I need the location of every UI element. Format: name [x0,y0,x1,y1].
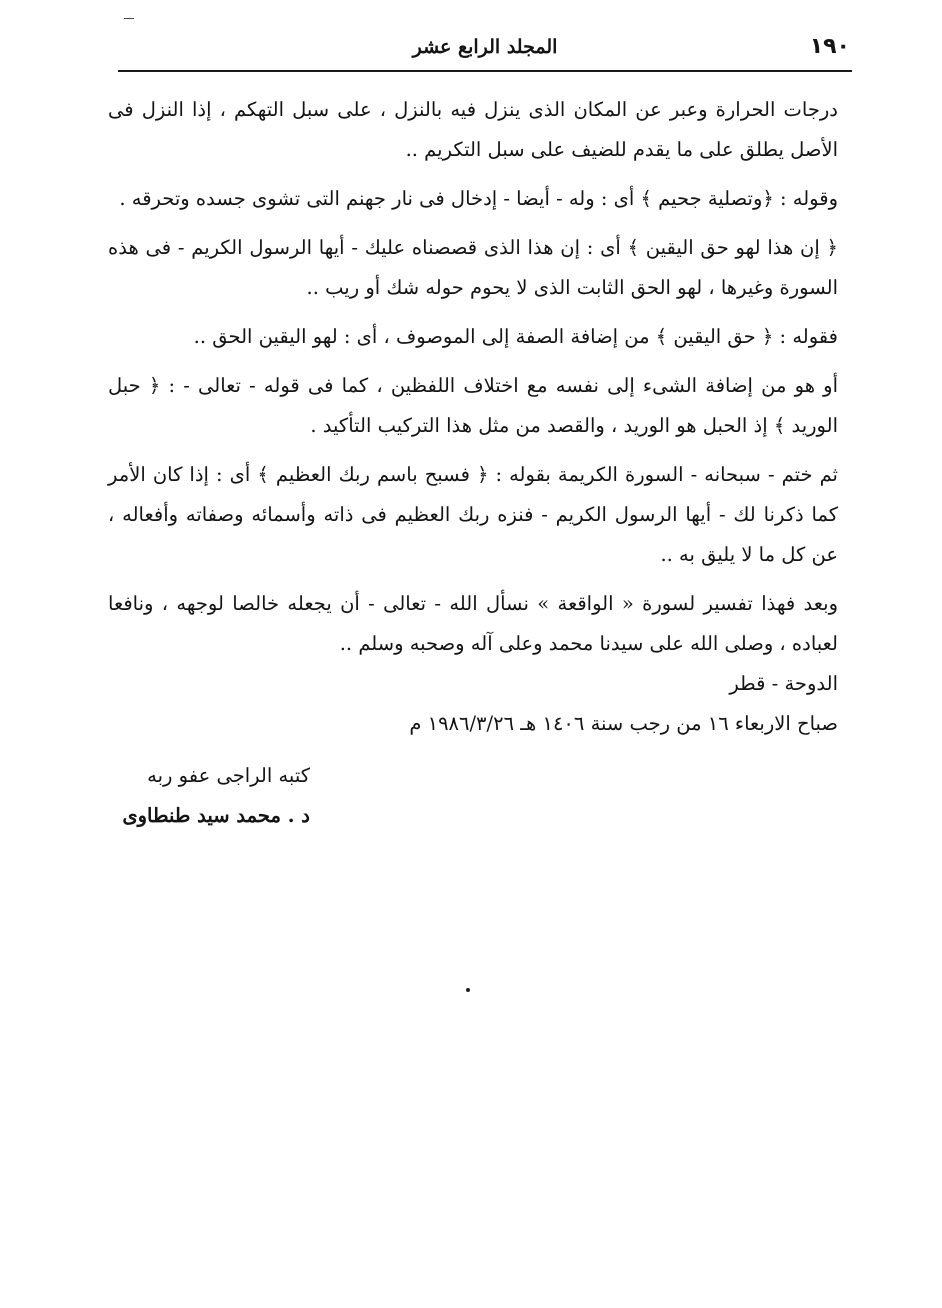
paragraph: وقوله : ﴿وتصلية جحيم ﴾ أى : وله - أيضا - إدخال فى نار جهنم التى تشوى جسده وتحرقه . [119,187,838,210]
paragraph: فقوله : ﴿ حق اليقين ﴾ من إضافة الصفة إلى الموصوف ، أى : لهو اليقين الحق .. [193,325,838,348]
stray-dot [466,988,470,992]
paragraph: وبعد فهذا تفسير لسورة « الواقعة » نسأل الله - تعالى - أن يجعله خالصا لوجهه ، ونافعا لعباده ، وصلى الله على سيدنا محمد وعلى آله وصحبه وسلم .. [108,592,838,655]
author-signature [100,756,310,836]
paragraph: ثم ختم - سبحانه - السورة الكريمة بقوله : ﴿ فسبح باسم ربك العظيم ﴾ أى : إذا كان الأمر كما ذكرنا لك - أيها الرسول الكريم - فنزه ربك العظيم فى ذاته وأسمائه وصفاته وأفعاله ، عن كل ما لا يليق به .. [108,463,838,566]
page-number: ١٩٠ [809,34,850,59]
stray-print-mark [124,18,134,19]
paragraph: درجات الحرارة وعبر عن المكان الذى ينزل فيه بالنزل ، على سبل التهكم ، إذا النزل فى الأصل يطلق على ما يقدم للضيف على سبل التكريم .. [108,98,838,161]
date-line: صباح الاربعاء ١٦ من رجب سنة ١٤٠٦ هـ ١٩٨٦/٣/٢٦ م [409,712,838,735]
signature-line-1: كتبه الراجى عفو ربه [147,764,310,787]
running-head: المجلد الرابع عشر [412,36,558,58]
place-line: الدوحة - قطر [729,672,838,695]
paragraph: أو هو من إضافة الشىء إلى نفسه مع اختلاف اللفظين ، كما فى قوله - تعالى - : ﴿ حبل الوريد ﴾ إذ الحبل هو الوريد ، والقصد من مثل هذا التركيب التأكيد . [108,374,838,437]
header-rule [118,70,852,72]
body-text [108,90,838,744]
page-header [120,34,850,70]
paragraph: ﴿ إن هذا لهو حق اليقين ﴾ أى : إن هذا الذى قصصناه عليك - أيها الرسول الكريم - فى هذه السورة وغيرها ، لهو الحق الثابت الذى لا يحوم حوله شك أو ريب .. [108,236,838,299]
author-name: د . محمد سيد طنطاوى [122,804,310,827]
